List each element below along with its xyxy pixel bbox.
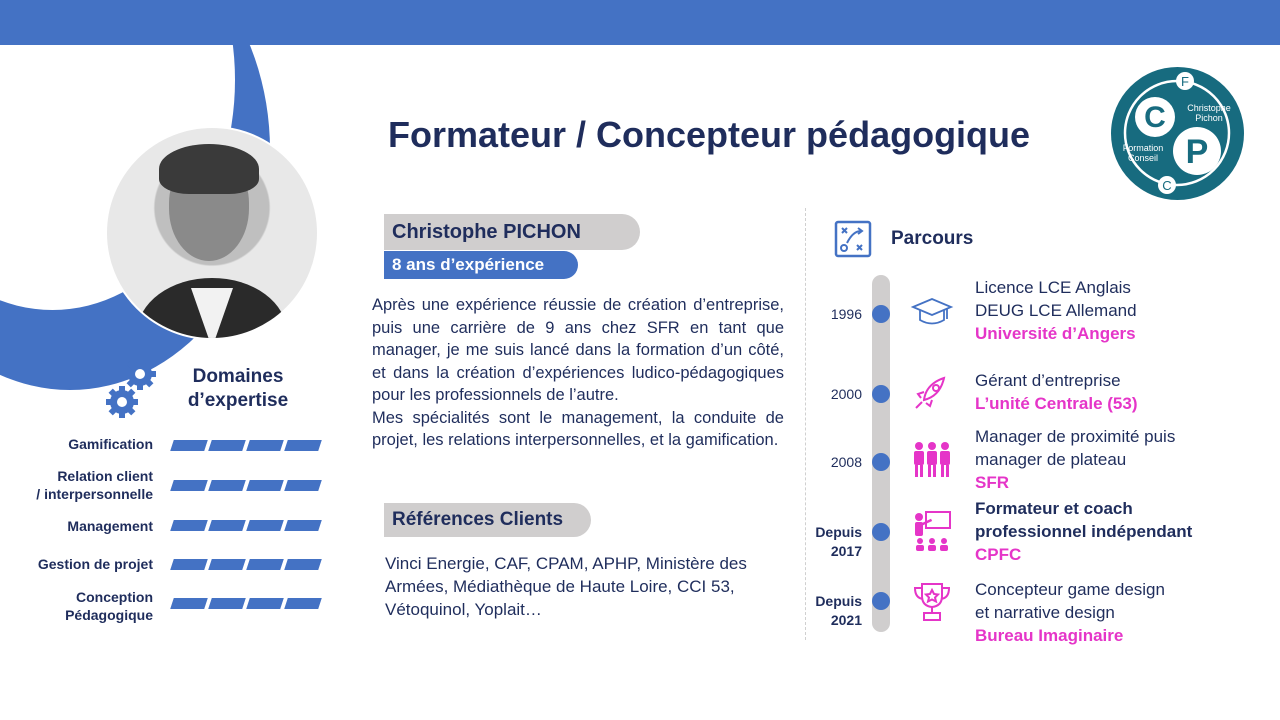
entry-organization: Bureau Imaginaire xyxy=(975,626,1124,645)
references-heading: Références Clients xyxy=(384,503,591,537)
year-line2: 2017 xyxy=(830,543,862,559)
strategy-board-icon xyxy=(833,219,873,259)
skill-bar-conception xyxy=(172,598,320,609)
skill-label-line1: Relation client xyxy=(57,468,153,484)
logo-graphic xyxy=(1111,67,1244,200)
entry-organization: Université d’Angers xyxy=(975,324,1136,343)
gears-icon xyxy=(104,356,160,422)
bio-text xyxy=(372,294,784,452)
skill-bar-segment xyxy=(208,440,246,451)
skill-bar-management xyxy=(172,520,320,531)
skill-label-relation-client xyxy=(0,467,153,503)
skill-bar-segment xyxy=(284,520,322,531)
skill-bar-segment xyxy=(246,559,284,570)
timeline-year xyxy=(802,453,862,472)
skill-bar-segment xyxy=(284,559,322,570)
parcours-entry-2017 xyxy=(975,497,1265,566)
timeline-year xyxy=(802,305,862,324)
skill-bar-segment xyxy=(246,480,284,491)
column-divider xyxy=(805,208,806,640)
entry-line2: et narrative design xyxy=(975,603,1115,622)
expertise-heading-line2: d’expertise xyxy=(187,390,289,411)
entry-line1: Manager de proximité puis xyxy=(975,427,1176,446)
year-line2: 2021 xyxy=(830,612,862,628)
parcours-entry-2000 xyxy=(975,369,1265,415)
skill-bar-relation-client xyxy=(172,480,320,491)
skill-bar-segment xyxy=(170,440,208,451)
trophy-icon xyxy=(910,580,954,624)
skill-label-gamification xyxy=(0,435,153,453)
profile-name: Christophe PICHON xyxy=(384,214,640,250)
skill-label-line1: Management xyxy=(67,518,153,534)
svg-text:C: C xyxy=(1144,101,1166,134)
skill-bar-gestion-projet xyxy=(172,559,320,570)
timeline-dot xyxy=(872,305,890,323)
svg-text:P: P xyxy=(1185,133,1209,171)
year-line1: 2008 xyxy=(830,454,862,470)
skill-label-line2: / interpersonnelle xyxy=(36,486,153,502)
skill-bar-segment xyxy=(208,480,246,491)
timeline-year xyxy=(802,523,862,561)
skill-bar-segment xyxy=(170,559,208,570)
skill-bar-gamification xyxy=(172,440,320,451)
skill-bar-segment xyxy=(170,520,208,531)
entry-line1: Gérant d’entreprise xyxy=(975,371,1121,390)
experience-badge: 8 ans d’expérience xyxy=(384,251,578,279)
team-icon xyxy=(910,438,954,482)
year-line1: 2000 xyxy=(830,386,862,402)
entry-organization: CPFC xyxy=(975,545,1022,564)
skill-bar-segment xyxy=(284,440,322,451)
skill-bar-segment xyxy=(284,480,322,491)
skill-label-gestion-projet xyxy=(0,555,153,573)
skill-bar-segment xyxy=(170,480,208,491)
entry-line1: Formateur et coach xyxy=(975,499,1133,518)
top-banner xyxy=(0,0,1280,45)
skill-bar-segment xyxy=(170,598,208,609)
skill-bar-segment xyxy=(246,520,284,531)
expertise-heading xyxy=(168,365,308,413)
svg-text:Christophe: Christophe xyxy=(1187,103,1231,113)
parcours-entry-2021 xyxy=(975,578,1265,647)
skill-label-line1: Gestion de projet xyxy=(37,556,153,572)
entry-line2: DEUG LCE Allemand xyxy=(975,301,1137,320)
expertise-heading-line1: Domaines xyxy=(192,366,284,387)
skill-bar-segment xyxy=(208,559,246,570)
year-line1: Depuis xyxy=(815,593,862,609)
entry-line1: Concepteur game design xyxy=(975,580,1165,599)
timeline-dot xyxy=(872,592,890,610)
entry-line2: professionnel indépendant xyxy=(975,522,1193,541)
timeline-year xyxy=(802,592,862,630)
graduation-cap-icon xyxy=(910,291,954,335)
skill-label-line1: Gamification xyxy=(68,436,153,452)
photo-hair xyxy=(159,144,259,194)
svg-text:F: F xyxy=(1181,74,1189,89)
references-list: Vinci Energie, CAF, CPAM, APHP, Ministère des Armées, Médiathèque de Haute Loire, CCI 53, Vétoquinol, Yoplait… xyxy=(385,554,747,619)
timeline-year xyxy=(802,385,862,404)
entry-organization: SFR xyxy=(975,473,1009,492)
year-line1: Depuis xyxy=(815,524,862,540)
entry-line1: Licence LCE Anglais xyxy=(975,278,1131,297)
svg-text:Conseil: Conseil xyxy=(1127,153,1159,163)
skill-label-conception xyxy=(0,588,153,624)
svg-text:C: C xyxy=(1162,178,1172,193)
skill-bar-segment xyxy=(208,520,246,531)
skill-bar-segment xyxy=(246,598,284,609)
page-title: Formateur / Concepteur pédagogique xyxy=(388,114,1031,155)
timeline-dot xyxy=(872,523,890,541)
bio-paragraph-2: Mes spécialités sont le management, la conduite de projet, les relations interpersonnelles, et la gamification. xyxy=(372,408,784,449)
parcours-entry-2008 xyxy=(975,425,1265,494)
year-line1: 1996 xyxy=(830,306,862,322)
skill-bar-segment xyxy=(246,440,284,451)
entry-organization: L’unité Centrale (53) xyxy=(975,394,1138,413)
cpfc-logo xyxy=(1111,67,1244,200)
timeline-dot xyxy=(872,385,890,403)
skill-label-line2: Pédagogique xyxy=(65,607,153,623)
skill-bar-segment xyxy=(208,598,246,609)
parcours-heading: Parcours xyxy=(891,228,974,249)
skill-bar-segment xyxy=(284,598,322,609)
parcours-entry-1996 xyxy=(975,276,1265,345)
svg-text:Pichon: Pichon xyxy=(1195,113,1223,123)
skill-label-line1: Conception xyxy=(76,589,153,605)
entry-line2: manager de plateau xyxy=(975,450,1127,469)
profile-photo xyxy=(105,126,319,340)
trainer-icon xyxy=(910,509,954,553)
rocket-icon xyxy=(910,370,954,414)
skill-label-management xyxy=(0,517,153,535)
svg-text:Formation: Formation xyxy=(1122,143,1164,153)
bio-paragraph-1: Après une expérience réussie de création d’entreprise, puis une carrière de 9 ans chez SFR en tant que manager, je me suis lancé dans la formation d’un côté, et dans la création d’expériences ludico-pédagogiques pour les professionnels de l’autre. xyxy=(372,296,784,404)
timeline-dot xyxy=(872,453,890,471)
